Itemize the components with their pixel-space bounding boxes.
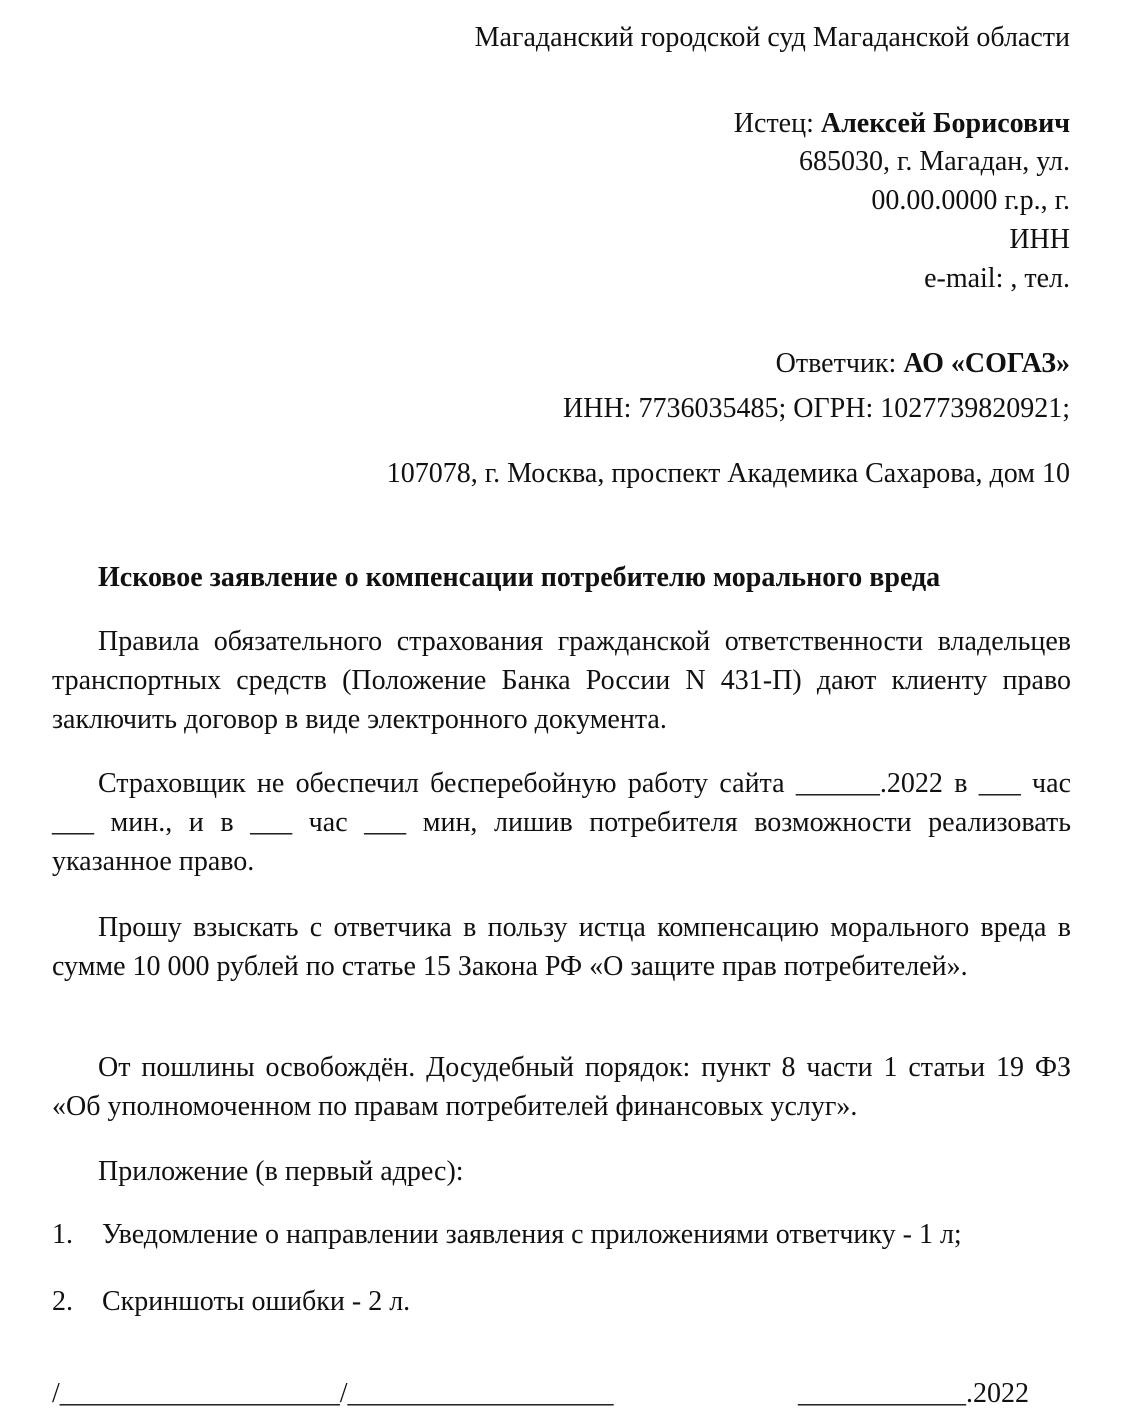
plaintiff-name: Алексей Борисович — [820, 108, 1070, 139]
paragraph-4: От пошлины освобождён. Досудебный порядок: пункт 8 части 1 статьи 19 ФЗ «Об уполномоченном по правам потребителей финансовых услуг». — [52, 1052, 1071, 1122]
court-name: Магаданский городской суд Магаданской области — [474, 22, 1070, 53]
list-item-number: 1. — [52, 1219, 73, 1250]
defendant-ids: ИНН: 7736035485; ОГРН: 1027739820921; — [563, 393, 1070, 424]
plaintiff-birth: 00.00.0000 г.р., г. — [871, 185, 1070, 216]
defendant-line — [776, 345, 1070, 383]
signature-line: /____________________/___________________ — [52, 1378, 614, 1409]
paragraph-2: Страховщик не обеспечил бесперебойную работу сайта ______.2022 в ___ час ___ мин., и в ___ час ___ мин, лишив потребителя возможности реализовать указанное право. — [52, 768, 1071, 877]
defendant-address: 107078, г. Москва, проспект Академика Сахарова, дом 10 — [386, 458, 1070, 489]
attachments-heading: Приложение (в первый адрес): — [98, 1156, 464, 1187]
list-item — [52, 1283, 410, 1321]
plaintiff-address: 685030, г. Магадан, ул. — [799, 146, 1070, 177]
plaintiff-contacts: e-mail: , тел. — [924, 263, 1070, 294]
list-item — [52, 1216, 962, 1254]
defendant-label: Ответчик: — [775, 348, 904, 379]
document-title: Исковое заявление о компенсации потребителю морального вреда — [98, 562, 941, 593]
plaintiff-inn: ИНН — [1009, 224, 1070, 255]
plaintiff-line — [734, 105, 1070, 143]
list-item-number: 2. — [52, 1286, 73, 1317]
plaintiff-label: Истец: — [733, 108, 821, 139]
list-item-text: Уведомление о направлении заявления с приложениями ответчику - 1 л; — [102, 1219, 962, 1250]
paragraph-1: Правила обязательного страхования гражданской ответственности владельцев транспортных средств (Положение Банка России N 431-П) дают клиенту право заключить договор в виде электронного документа. — [52, 626, 1071, 735]
list-item-text: Скриншоты ошибки - 2 л. — [102, 1286, 411, 1317]
signature-date: ____________.2022 — [798, 1378, 1029, 1409]
defendant-name: АО «СОГАЗ» — [903, 348, 1070, 379]
paragraph-3: Прошу взыскать с ответчика в пользу истца компенсацию морального вреда в сумме 10 000 рублей по статье 15 Закона РФ «О защите прав потребителей». — [52, 912, 1071, 982]
